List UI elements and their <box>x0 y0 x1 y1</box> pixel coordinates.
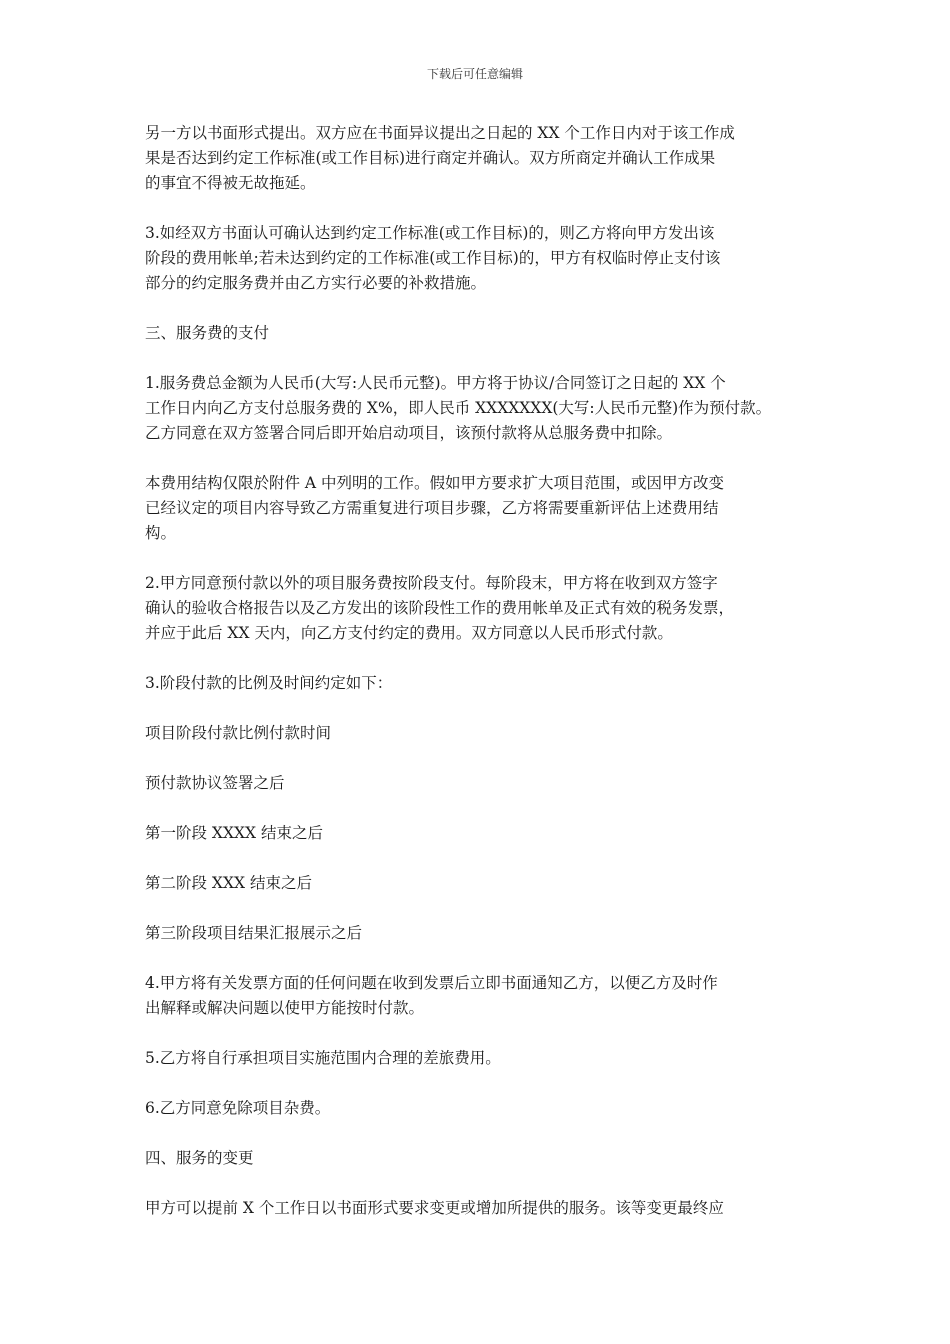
text-line: 2.甲方同意预付款以外的项目服务费按阶段支付。每阶段末，甲方将在收到双方签字 <box>145 574 718 592</box>
text-line: 部分的约定服务费并由乙方实行必要的补救措施。 <box>145 274 487 292</box>
text-line: 四、服务的变更 <box>145 1149 254 1167</box>
paragraph <box>145 971 810 1021</box>
text-line: 第三阶段项目结果汇报展示之后 <box>145 924 363 942</box>
text-line: 3.阶段付款的比例及时间约定如下： <box>145 674 393 692</box>
text-line: 4.甲方将有关发票方面的任何问题在收到发票后立即书面通知乙方，以便乙方及时作 <box>145 974 718 992</box>
paragraph <box>145 771 810 796</box>
paragraph <box>145 921 810 946</box>
paragraph <box>145 121 810 196</box>
text-line: 甲方可以提前 X 个工作日以书面形式要求变更或增加所提供的服务。该等变更最终应 <box>145 1199 724 1217</box>
paragraph <box>145 1046 810 1071</box>
paragraph <box>145 1096 810 1121</box>
text-line: 乙方同意在双方签署合同后即开始启动项目，该预付款将从总服务费中扣除。 <box>145 424 673 442</box>
text-line: 第二阶段 XXX 结束之后 <box>145 874 312 892</box>
text-line: 的事宜不得被无故拖延。 <box>145 174 316 192</box>
paragraph <box>145 871 810 896</box>
paragraph <box>145 1146 810 1171</box>
text-line: 已经议定的项目内容导致乙方需重复进行项目步骤，乙方将需要重新评估上述费用结 <box>145 499 719 517</box>
paragraph <box>145 571 810 646</box>
text-line: 项目阶段付款比例付款时间 <box>145 724 332 742</box>
text-line: 工作日内向乙方支付总服务费的 X%，即人民币 XXXXXXX(大写:人民币元整)作为预付款。 <box>145 399 772 417</box>
paragraph <box>145 471 810 546</box>
text-line: 另一方以书面形式提出。双方应在书面异议提出之日起的 XX 个工作日内对于该工作成 <box>145 124 735 142</box>
paragraph <box>145 221 810 296</box>
text-line: 果是否达到约定工作标准(或工作目标)进行商定并确认。双方所商定并确认工作成果 <box>145 149 716 167</box>
text-line: 构。 <box>145 524 177 542</box>
text-line: 3.如经双方书面认可确认达到约定工作标准(或工作目标)的，则乙方将向甲方发出该 <box>145 224 715 242</box>
text-line: 本费用结构仅限於附件 A 中列明的工作。假如甲方要求扩大项目范围，或因甲方改变 <box>145 474 725 492</box>
text-line: 5.乙方将自行承担项目实施范围内合理的差旅费用。 <box>145 1049 501 1067</box>
document-body <box>145 121 810 1246</box>
text-line: 出解释或解决问题以使甲方能按时付款。 <box>145 999 425 1017</box>
text-line: 阶段的费用帐单;若未达到约定的工作标准(或工作目标)的，甲方有权临时停止支付该 <box>145 249 721 267</box>
paragraph <box>145 321 810 346</box>
paragraph <box>145 721 810 746</box>
text-line: 三、服务费的支付 <box>145 324 270 342</box>
paragraph <box>145 821 810 846</box>
page-header: 下载后可任意编辑 <box>426 67 523 81</box>
text-line: 并应于此后 XX 天内，向乙方支付约定的费用。双方同意以人民币形式付款。 <box>145 624 673 642</box>
paragraph <box>145 1196 810 1221</box>
text-line: 第一阶段 XXXX 结束之后 <box>145 824 323 842</box>
text-line: 6.乙方同意免除项目杂费。 <box>145 1099 331 1117</box>
paragraph <box>145 671 810 696</box>
text-line: 确认的验收合格报告以及乙方发出的该阶段性工作的费用帐单及正式有效的税务发票， <box>145 599 735 617</box>
text-line: 1.服务费总金额为人民币(大写:人民币元整)。甲方将于协议/合同签订之日起的 XX 个 <box>145 374 726 392</box>
paragraph <box>145 371 810 446</box>
text-line: 预付款协议签署之后 <box>145 774 285 792</box>
